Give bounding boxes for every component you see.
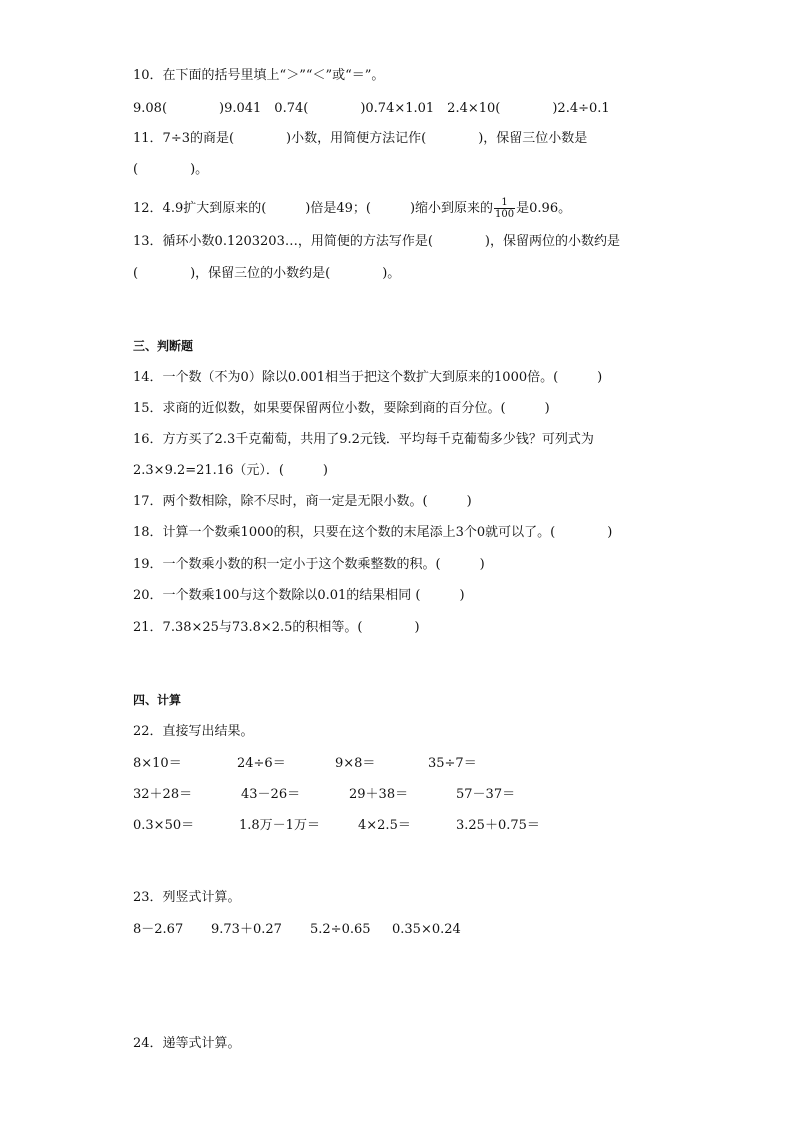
q23-item: 0.35×0.24 [392,922,461,937]
q22-item: 43－26＝ [241,787,301,802]
q16-line2: 2.3×9.2=21.16（元）．( ) [133,463,328,478]
section-title-judge: 三、判断题 [133,339,194,353]
q13-line2: ( )，保留三位的小数约是( )。 [133,266,401,281]
q22-item: 24÷6＝ [237,756,286,771]
q11-line2: ( )。 [133,162,209,177]
q23-item: 8－2.67 [133,922,184,937]
q12-part2: 是0.96。 [516,201,572,216]
q14: 14．一个数（不为0）除以0.001相当于把这个数扩大到原来的1000倍。( ) [133,370,603,385]
q21: 21．7.38×25与73.8×2.5的积相等。( ) [133,620,420,635]
q12-frac-denominator: 100 [495,209,515,220]
q22-item: 8×10＝ [133,756,182,771]
q11-line1: 11．7÷3的商是( )小数，用简便方法记作( )，保留三位小数是 [133,131,588,146]
section-title-calc: 四、计算 [133,693,182,707]
q22-stem: 22．直接写出结果。 [133,724,254,739]
q22-item: 1.8万－1万＝ [239,818,320,833]
q22-item: 35÷7＝ [428,756,477,771]
q13-line1: 13．循环小数0.1203203…，用简便的方法写作是( )，保留两位的小数约是 [133,234,620,249]
q12-part1: 12．4.9扩大到原来的( )倍是49；( )缩小到原来的 [133,201,494,216]
q22-item: 32＋28＝ [133,787,193,802]
q23-item: 5.2÷0.65 [310,922,371,937]
q10-items: 9.08( )9.041 0.74( )0.74×1.01 2.4×10( )2.4÷0.1 [133,101,610,116]
q22-item: 0.3×50＝ [133,818,195,833]
q16-line1: 16．方方买了2.3千克葡萄，共用了9.2元钱．平均每千克葡萄多少钱？可列式为 [133,432,594,447]
q15: 15．求商的近似数，如果要保留两位小数，要除到商的百分位。( ) [133,401,550,416]
q22-item: 3.25＋0.75＝ [456,818,540,833]
q23-item: 9.73＋0.27 [211,922,282,937]
q22-item: 57－37＝ [456,787,516,802]
q22-item: 9×8＝ [335,756,376,771]
q18: 18．计算一个数乘1000的积，只要在这个数的末尾添上3个0就可以了。( ) [133,525,613,540]
q19: 19．一个数乘小数的积一定小于这个数乘整数的积。( ) [133,557,485,572]
q24-stem: 24．递等式计算。 [133,1036,241,1051]
q12-fraction [494,197,515,220]
q12-line [133,197,571,220]
q22-item: 29＋38＝ [349,787,409,802]
q23-stem: 23．列竖式计算。 [133,890,241,905]
q20: 20．一个数乘100与这个数除以0.01的结果相同 ( ) [133,588,465,603]
q12-frac-numerator: 1 [494,197,515,209]
q22-item: 4×2.5＝ [358,818,411,833]
q10-stem: 10．在下面的括号里填上“＞”“＜”或“＝”。 [133,68,385,83]
q17: 17．两个数相除，除不尽时，商一定是无限小数。( ) [133,494,472,509]
